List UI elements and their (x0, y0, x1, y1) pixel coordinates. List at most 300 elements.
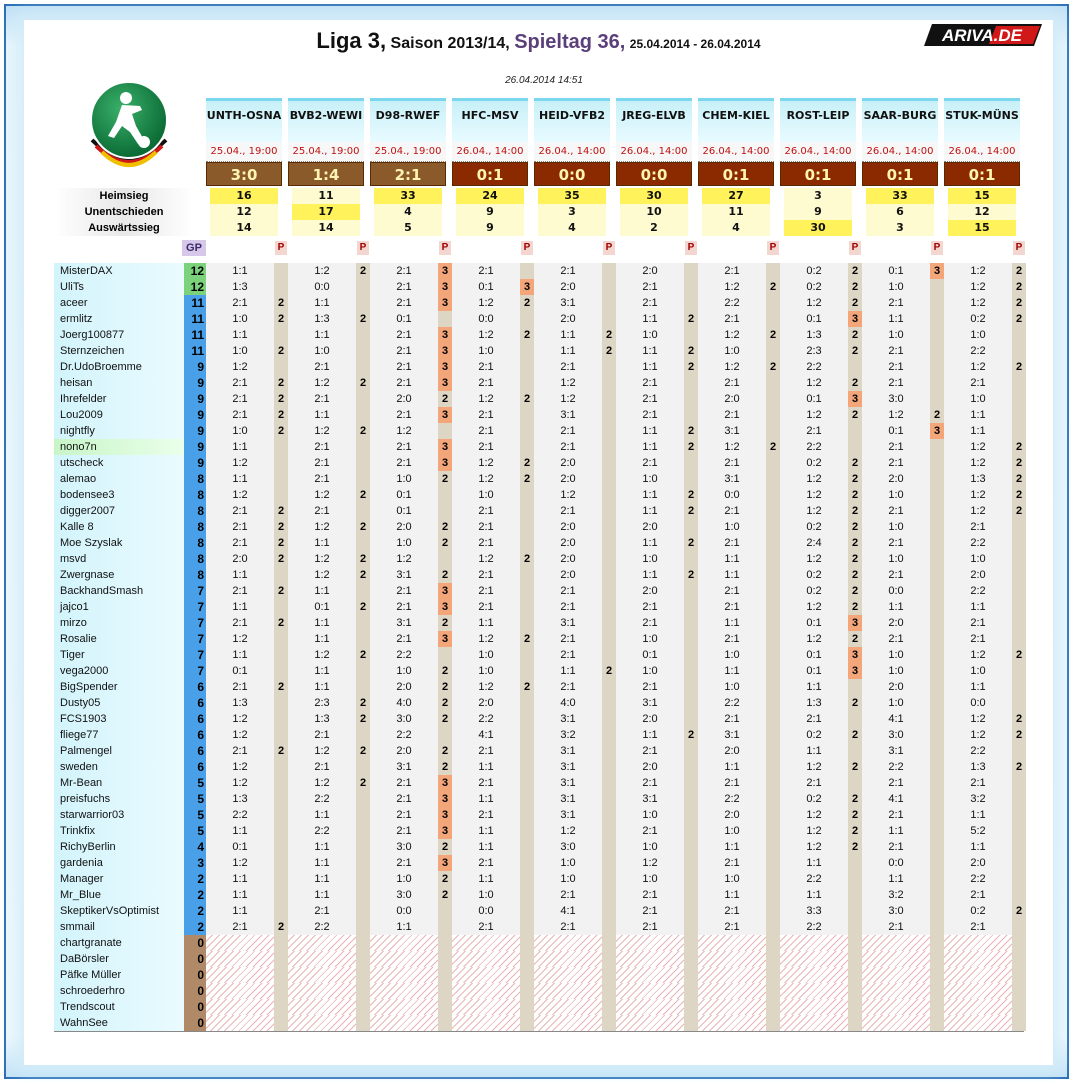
tip-points: 2 (356, 551, 370, 567)
tip-points (356, 807, 370, 823)
player-name[interactable]: schroederhro (54, 983, 184, 999)
tip-points (766, 823, 780, 839)
tip-cell: 2:1 (370, 263, 438, 279)
player-name[interactable]: Mr-Bean (54, 775, 184, 791)
player-name[interactable]: jajco1 (54, 599, 184, 615)
player-name[interactable]: Mr_Blue (54, 887, 184, 903)
tip-cell: 1:2 (288, 423, 356, 439)
stat-home: 27 (702, 188, 770, 204)
stat-home: 11 (292, 188, 360, 204)
player-name[interactable]: Dusty05 (54, 695, 184, 711)
player-points: 7 (184, 663, 206, 679)
tip-points (1012, 855, 1026, 871)
table-row-inactive (24, 951, 1053, 967)
tip-points (602, 807, 616, 823)
tip-cell: 1:0 (862, 663, 930, 679)
tip-points: 2 (520, 471, 534, 487)
tip-cell: 1:1 (616, 343, 684, 359)
tip-points (602, 919, 616, 935)
player-name[interactable]: starwarrior03 (54, 807, 184, 823)
tip-points (274, 855, 288, 871)
empty-tip-cell (862, 999, 930, 1015)
empty-tip-points (766, 1015, 780, 1031)
empty-tip-points (684, 983, 698, 999)
tip-cell: 2:1 (698, 631, 766, 647)
tip-cell: 0:0 (452, 311, 520, 327)
tip-cell: 3:2 (862, 887, 930, 903)
player-points: 11 (184, 295, 206, 311)
table-bottom-rule (54, 1031, 1024, 1032)
tip-cell: 1:2 (780, 551, 848, 567)
player-name[interactable]: RichyBerlin (54, 839, 184, 855)
match-name[interactable]: JREG-ELVB (616, 98, 692, 142)
table-row (24, 471, 1053, 487)
tip-points (766, 727, 780, 743)
tip-points (848, 887, 862, 903)
tip-cell: 3:1 (698, 727, 766, 743)
tip-points (356, 455, 370, 471)
tip-cell: 0:2 (944, 903, 1012, 919)
table-row (24, 743, 1053, 759)
tip-cell: 1:2 (370, 551, 438, 567)
tip-points: 2 (1012, 455, 1026, 471)
tip-cell: 1:0 (862, 487, 930, 503)
player-name[interactable]: nono7n (54, 439, 184, 455)
player-name[interactable]: bodensee3 (54, 487, 184, 503)
tip-cell: 2:2 (862, 759, 930, 775)
player-name[interactable]: alemao (54, 471, 184, 487)
tip-cell: 1:0 (698, 871, 766, 887)
player-name[interactable]: Päfke Müller (54, 967, 184, 983)
tip-cell: 0:1 (206, 839, 274, 855)
empty-tip-points (356, 1015, 370, 1031)
tip-points (766, 871, 780, 887)
empty-tip-cell (944, 1015, 1012, 1031)
tip-cell: 2:0 (698, 391, 766, 407)
tip-points (438, 919, 452, 935)
player-name[interactable]: utscheck (54, 455, 184, 471)
tip-cell: 1:1 (288, 615, 356, 631)
empty-tip-cell (206, 1015, 274, 1031)
tip-cell: 1:1 (616, 423, 684, 439)
tip-cell: 2:1 (616, 919, 684, 935)
tip-cell: 3:1 (698, 423, 766, 439)
empty-tip-cell (370, 1015, 438, 1031)
tip-points (356, 359, 370, 375)
tip-points (274, 471, 288, 487)
player-name[interactable]: Zwergnase (54, 567, 184, 583)
stat-home: 24 (456, 188, 524, 204)
tip-points (520, 807, 534, 823)
player-name[interactable]: Ihrefelder (54, 391, 184, 407)
tip-cell: 1:1 (944, 679, 1012, 695)
tip-cell: 1:0 (862, 279, 930, 295)
empty-tip-cell (534, 999, 602, 1015)
tip-points (930, 519, 944, 535)
table-row (24, 823, 1053, 839)
tip-cell: 4:0 (534, 695, 602, 711)
tip-cell: 1:1 (206, 471, 274, 487)
empty-tip-points (274, 983, 288, 999)
points-column-header: P (357, 241, 369, 255)
tip-cell: 3:1 (534, 791, 602, 807)
table-row (24, 759, 1053, 775)
player-name[interactable]: Moe Szyslak (54, 535, 184, 551)
tip-points (930, 535, 944, 551)
tip-points (930, 679, 944, 695)
player-name[interactable]: Tiger (54, 647, 184, 663)
player-name[interactable]: Joerg100877 (54, 327, 184, 343)
tip-cell: 2:2 (288, 919, 356, 935)
tip-cell: 1:3 (944, 471, 1012, 487)
tip-points (930, 647, 944, 663)
tip-points: 2 (356, 263, 370, 279)
tip-cell: 1:1 (944, 599, 1012, 615)
tip-cell: 1:1 (288, 679, 356, 695)
tip-points (1012, 679, 1026, 695)
tip-cell: 1:1 (452, 791, 520, 807)
player-name[interactable]: WahnSee (54, 1015, 184, 1031)
empty-tip-cell (452, 983, 520, 999)
tip-points: 2 (848, 535, 862, 551)
tip-cell: 1:2 (206, 359, 274, 375)
tip-cell: 2:1 (206, 295, 274, 311)
tip-cell: 1:2 (288, 567, 356, 583)
player-points: 2 (184, 871, 206, 887)
tip-cell: 1:2 (698, 359, 766, 375)
tip-points (520, 743, 534, 759)
empty-tip-cell (616, 967, 684, 983)
tip-points (1012, 887, 1026, 903)
tip-points: 2 (274, 615, 288, 631)
player-name[interactable]: Kalle 8 (54, 519, 184, 535)
tip-points (602, 423, 616, 439)
tip-cell: 2:1 (452, 775, 520, 791)
player-name[interactable]: gardenia (54, 855, 184, 871)
tip-cell: 1:2 (780, 807, 848, 823)
match-name[interactable]: D98-RWEF (370, 98, 446, 142)
tip-cell: 2:1 (534, 583, 602, 599)
tip-cell: 1:3 (206, 791, 274, 807)
empty-tip-cell (780, 1015, 848, 1031)
player-name[interactable]: Palmengel (54, 743, 184, 759)
gp-column-header: GP (182, 240, 206, 256)
tip-cell: 1:0 (616, 839, 684, 855)
tip-cell: 1:1 (698, 551, 766, 567)
tip-cell: 1:0 (370, 871, 438, 887)
match-name[interactable]: CHEM-KIEL (698, 98, 774, 142)
player-name[interactable]: nightfly (54, 423, 184, 439)
tip-points (602, 887, 616, 903)
stat-label: Auswärtssieg (54, 220, 194, 236)
tip-cell: 1:1 (616, 535, 684, 551)
tip-cell: 2:1 (862, 839, 930, 855)
empty-tip-cell (288, 967, 356, 983)
tip-cell: 1:1 (616, 567, 684, 583)
tip-points: 2 (274, 519, 288, 535)
tip-cell: 1:1 (288, 887, 356, 903)
tip-points (438, 311, 452, 327)
tip-points: 3 (438, 791, 452, 807)
tip-cell: 2:1 (370, 599, 438, 615)
match-name[interactable]: UNTH-OSNA (206, 98, 282, 142)
tip-cell: 1:0 (862, 647, 930, 663)
player-name[interactable]: Rosalie (54, 631, 184, 647)
tip-cell: 1:1 (206, 567, 274, 583)
tip-cell: 2:1 (452, 743, 520, 759)
empty-tip-points (438, 935, 452, 951)
tip-points (1012, 919, 1026, 935)
tip-points: 2 (274, 295, 288, 311)
tip-points (274, 487, 288, 503)
tip-points: 2 (848, 327, 862, 343)
tip-cell: 2:1 (370, 295, 438, 311)
tip-cell: 2:1 (206, 519, 274, 535)
tip-points (684, 263, 698, 279)
tip-points (356, 839, 370, 855)
table-row (24, 727, 1053, 743)
tip-points: 2 (438, 887, 452, 903)
tip-points: 2 (848, 727, 862, 743)
tip-points (274, 775, 288, 791)
player-name[interactable]: Trinkfix (54, 823, 184, 839)
tip-points (274, 647, 288, 663)
tip-points (848, 679, 862, 695)
player-name[interactable]: digger2007 (54, 503, 184, 519)
tip-points (684, 583, 698, 599)
tip-points (766, 263, 780, 279)
tip-points (684, 679, 698, 695)
tip-cell: 2:1 (288, 439, 356, 455)
tip-cell: 2:0 (616, 519, 684, 535)
player-name[interactable]: chartgranate (54, 935, 184, 951)
match-name[interactable]: HFC-MSV (452, 98, 528, 142)
tip-cell: 1:0 (698, 679, 766, 695)
player-name[interactable]: mirzo (54, 615, 184, 631)
match-result: 0:1 (698, 162, 774, 186)
player-name[interactable]: UliTs (54, 279, 184, 295)
empty-tip-cell (370, 951, 438, 967)
tip-points (766, 775, 780, 791)
tip-points (930, 375, 944, 391)
player-name[interactable]: MisterDAX (54, 263, 184, 279)
tip-points (930, 439, 944, 455)
tip-cell: 2:1 (206, 503, 274, 519)
tip-cell: 1:3 (780, 695, 848, 711)
player-name[interactable]: Manager (54, 871, 184, 887)
tip-cell: 1:2 (944, 295, 1012, 311)
player-points: 6 (184, 711, 206, 727)
empty-tip-cell (288, 951, 356, 967)
tip-cell: 2:1 (288, 359, 356, 375)
tip-points (930, 503, 944, 519)
tip-points (684, 695, 698, 711)
page-title (24, 28, 1053, 54)
empty-tip-cell (862, 935, 930, 951)
tip-cell: 2:1 (452, 439, 520, 455)
table-row (24, 295, 1053, 311)
tip-cell: 1:2 (780, 823, 848, 839)
tip-points (356, 295, 370, 311)
tip-points (766, 647, 780, 663)
player-name[interactable]: preisfuchs (54, 791, 184, 807)
tip-points: 2 (438, 711, 452, 727)
tip-cell: 2:1 (534, 439, 602, 455)
player-name[interactable]: Trendscout (54, 999, 184, 1015)
empty-tip-cell (616, 983, 684, 999)
tip-cell: 2:0 (616, 263, 684, 279)
player-name[interactable]: DaBörsler (54, 951, 184, 967)
player-name[interactable]: smmail (54, 919, 184, 935)
tip-points (602, 791, 616, 807)
tip-points: 2 (684, 343, 698, 359)
tip-points (602, 679, 616, 695)
empty-tip-points (766, 983, 780, 999)
player-name[interactable]: BigSpender (54, 679, 184, 695)
player-name[interactable]: Dr.UdoBroemme (54, 359, 184, 375)
tip-cell: 1:2 (288, 775, 356, 791)
player-name[interactable]: SkeptikerVsOptimist (54, 903, 184, 919)
stat-draw: 9 (784, 204, 852, 220)
tip-cell: 0:1 (370, 503, 438, 519)
tip-points (1012, 375, 1026, 391)
tip-cell: 2:1 (698, 919, 766, 935)
player-name[interactable]: Lou2009 (54, 407, 184, 423)
empty-tip-points (602, 951, 616, 967)
stat-home: 3 (784, 188, 852, 204)
player-points: 6 (184, 727, 206, 743)
tip-cell: 1:2 (288, 375, 356, 391)
tip-cell: 1:2 (452, 551, 520, 567)
tip-points (930, 455, 944, 471)
player-name[interactable]: fliege77 (54, 727, 184, 743)
tip-cell: 1:1 (452, 871, 520, 887)
tip-cell: 2:3 (288, 695, 356, 711)
tip-cell: 2:2 (288, 791, 356, 807)
player-name[interactable]: aceer (54, 295, 184, 311)
tip-points (1012, 839, 1026, 855)
tip-cell: 1:1 (698, 567, 766, 583)
player-name[interactable]: msvd (54, 551, 184, 567)
tip-cell: 2:1 (206, 919, 274, 935)
tip-points (274, 903, 288, 919)
tip-cell: 2:1 (288, 391, 356, 407)
match-date: 26.04., 14:00 (452, 142, 528, 162)
tip-cell: 2:1 (698, 775, 766, 791)
player-name[interactable]: FCS1903 (54, 711, 184, 727)
tip-cell: 2:0 (534, 279, 602, 295)
tip-cell: 0:1 (862, 423, 930, 439)
tip-cell: 2:1 (944, 615, 1012, 631)
tip-points (684, 375, 698, 391)
tip-points (520, 535, 534, 551)
player-points: 5 (184, 775, 206, 791)
tip-points: 3 (438, 327, 452, 343)
tip-points (684, 455, 698, 471)
tip-cell: 1:1 (616, 439, 684, 455)
tip-cell: 3:0 (534, 839, 602, 855)
tip-cell: 1:0 (452, 887, 520, 903)
tip-cell: 2:2 (370, 647, 438, 663)
tip-cell: 1:1 (288, 407, 356, 423)
points-column-header: P (849, 241, 861, 255)
tip-cell: 1:3 (288, 711, 356, 727)
table-row-inactive (24, 983, 1053, 999)
tip-points (520, 903, 534, 919)
tip-cell: 1:0 (452, 487, 520, 503)
tip-points (602, 647, 616, 663)
player-name[interactable]: sweden (54, 759, 184, 775)
tip-cell: 2:1 (698, 503, 766, 519)
player-name[interactable]: BackhandSmash (54, 583, 184, 599)
table-row (24, 311, 1053, 327)
table-row (24, 679, 1053, 695)
tip-cell: 2:1 (944, 919, 1012, 935)
tip-cell: 1:1 (616, 727, 684, 743)
tip-cell: 2:2 (698, 295, 766, 311)
tip-cell: 2:2 (288, 823, 356, 839)
tip-points (1012, 663, 1026, 679)
table-row (24, 791, 1053, 807)
table-row (24, 391, 1053, 407)
empty-tip-cell (370, 967, 438, 983)
tip-cell: 0:0 (288, 279, 356, 295)
tip-points (602, 599, 616, 615)
tip-cell: 2:0 (534, 551, 602, 567)
tip-points (766, 407, 780, 423)
empty-tip-cell (944, 951, 1012, 967)
tip-points: 2 (356, 567, 370, 583)
player-name[interactable]: Sternzeichen (54, 343, 184, 359)
tip-points (848, 903, 862, 919)
match-name[interactable]: HEID-VFB2 (534, 98, 610, 142)
empty-tip-cell (698, 951, 766, 967)
tip-points (274, 279, 288, 295)
player-name[interactable]: ermlitz (54, 311, 184, 327)
tip-cell: 1:2 (780, 599, 848, 615)
tip-points (684, 615, 698, 631)
match-name[interactable]: STUK-MÜNS (944, 98, 1020, 142)
player-name[interactable]: heisan (54, 375, 184, 391)
tip-cell: 2:1 (452, 263, 520, 279)
match-name[interactable]: BVB2-WEWI (288, 98, 364, 142)
empty-tip-cell (452, 951, 520, 967)
tip-cell: 1:2 (452, 455, 520, 471)
match-name[interactable]: ROST-LEIP (780, 98, 856, 142)
tip-points (602, 471, 616, 487)
tip-cell: 2:1 (534, 263, 602, 279)
tip-cell: 2:1 (698, 583, 766, 599)
tip-points: 2 (848, 279, 862, 295)
match-name[interactable]: SAAR-BURG (862, 98, 938, 142)
ariva-logo[interactable] (924, 22, 1042, 48)
tip-points (766, 791, 780, 807)
player-name[interactable]: vega2000 (54, 663, 184, 679)
tip-points (766, 343, 780, 359)
tip-cell: 5:2 (944, 823, 1012, 839)
tip-cell: 1:0 (616, 871, 684, 887)
tip-points (520, 375, 534, 391)
tip-cell: 2:1 (370, 775, 438, 791)
table-row-inactive (24, 999, 1053, 1015)
player-points: 8 (184, 471, 206, 487)
tip-points (520, 407, 534, 423)
tip-points (766, 903, 780, 919)
tip-cell: 1:0 (370, 663, 438, 679)
tip-points: 2 (1012, 759, 1026, 775)
tip-cell: 2:0 (862, 679, 930, 695)
tip-points (356, 439, 370, 455)
